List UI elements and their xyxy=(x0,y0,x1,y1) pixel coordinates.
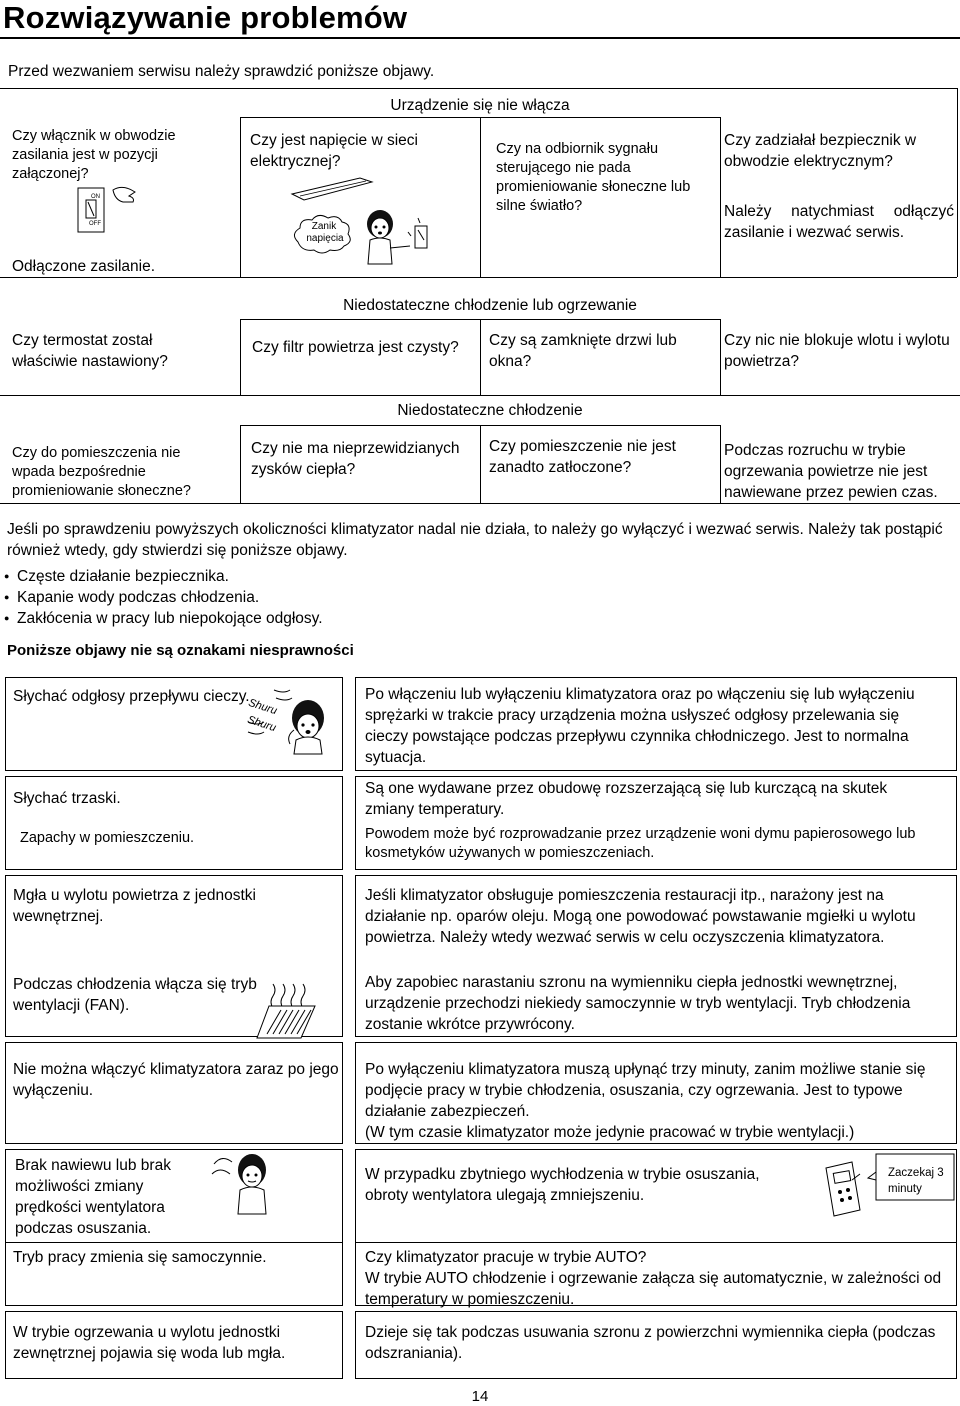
page-title: Rozwiązywanie problemów xyxy=(3,0,408,35)
table-border xyxy=(240,319,241,395)
bullet-item: ● Częste działanie bezpiecznika. xyxy=(4,566,504,587)
explanation-text: Aby zapobiec narastaniu szronu na wymienniku ciepła jednostki wewnętrznej, urządzenie przechodzi niekiedy samoczynnie w tryb wentylacji. Tryb chłodzenia zostanie wkrótce przywrócony. xyxy=(365,974,911,1033)
section3-cell-3: Czy pomieszczenie nie jest zanadto zatłoczone? xyxy=(489,438,676,476)
section1-cell-1-note: Odłączone zasilanie. xyxy=(12,258,156,275)
shuru-text: Shuru xyxy=(246,696,279,718)
section2-cell-1: Czy termostat został właściwie nastawiony? xyxy=(12,332,168,370)
section1-cell-1: Czy włącznik w obwodzie zasilania jest w pozycji załączonej? xyxy=(12,128,176,182)
symptom-text: Mgła u wylotu powietrza z jednostki wewnętrznej. xyxy=(13,887,256,925)
bullet-item: ● Kapanie wody podczas chłodzenia. xyxy=(4,587,504,608)
explanation-extra-text: (W tym czasie klimatyzator może jedynie pracować w trybie wentylacji.) xyxy=(365,1124,855,1141)
symptom-text: Podczas chłodzenia włącza się tryb wentylacji (FAN). xyxy=(13,976,257,1014)
wait-label: Zaczekaj 3 minuty xyxy=(888,1167,944,1195)
page-number: 14 xyxy=(471,1388,489,1405)
table-border xyxy=(240,117,241,277)
explanation-extra-text: W trybie AUTO chłodzenie i ogrzewanie załącza się automatycznie, w zależności od temperatury w pomieszczeniu. xyxy=(365,1270,942,1308)
title-underline xyxy=(0,37,960,39)
symptom-text: Brak nawiewu lub brak możliwości zmiany prędkości wentylatora podczas osuszania. xyxy=(15,1157,171,1237)
symptom-text: Nie można włączyć klimatyzatora zaraz po jego wyłączeniu. xyxy=(13,1061,339,1099)
table-border xyxy=(957,88,958,277)
remote-control-icon xyxy=(822,1160,872,1220)
section2-cell-2: Czy filtr powietrza jest czysty? xyxy=(252,339,459,356)
symptom-text: Tryb pracy zmienia się samoczynnie. xyxy=(13,1249,267,1266)
explanation-text: Po włączeniu lub wyłączeniu klimatyzatora oraz po włączeniu się lub wyłączeniu sprężarki w trakcie pracy urządzenia można usłyszeć odgłosy przelewania się cieczy powstające podczas przepływu czynnika chłodniczego. Jest to normalna sytuacja. xyxy=(365,686,915,766)
breaker-switch-icon xyxy=(73,178,133,248)
switch-on-label: ON xyxy=(91,194,100,200)
table-border xyxy=(0,395,960,396)
table-border xyxy=(720,319,721,395)
section2-cell-3: Czy są zamknięte drzwi lub okna? xyxy=(489,332,677,370)
section1-cell-2: Czy jest napięcie w sieci elektrycznej? xyxy=(250,132,418,170)
section2-cell-4: Czy nic nie blokuje wlotu i wylotu powietrza? xyxy=(724,332,950,370)
table-border xyxy=(720,117,721,277)
symptom-text: Słychać odgłosy przepływu cieczy. xyxy=(13,688,250,705)
explanation-text: Powodem może być rozprowadzanie przez urządzenie woni dymu papierosowego lub kosmetyków używanych w pomieszczeniach. xyxy=(365,826,916,861)
section3-cell-1: Czy do pomieszczenia nie wpada bezpośrednie promieniowanie słoneczne? xyxy=(12,445,191,499)
table-border xyxy=(720,425,721,503)
table-border xyxy=(480,319,481,395)
table-border xyxy=(480,117,481,277)
section1-cell-3: Czy na odbiornik sygnału sterującego nie pada promieniowanie słoneczne lub silne światło? xyxy=(496,141,691,214)
table-border xyxy=(0,503,960,504)
explanation-text: W przypadku zbytniego wychłodzenia w trybie osuszania, obroty wentylatora ulegają zmniejszeniu. xyxy=(365,1166,760,1204)
girl-waiting-icon xyxy=(212,1150,276,1216)
shuru-text: Shuru xyxy=(245,713,278,735)
section1-cell-4-note: Należy natychmiast odłączyć zasilanie i wezwać serwis. xyxy=(724,203,954,241)
cloud-text-2: napięcia xyxy=(306,233,344,244)
heat-exchanger-icon xyxy=(255,980,325,1040)
girl-pointing-icon xyxy=(358,204,438,268)
explanation-text: Jeśli klimatyzator obsługuje pomieszczenia restauracji itp., narażony jest na działanie np. oparów oleju. Mogą one powodować powstawanie mgiełki u wylotu powietrza. Należy wtedy wezwać serwis w celu oczyszczenia klimatyzatora. xyxy=(365,887,916,946)
bullet-item: ● Zakłócenia w pracy lub niepokojące odgłosy. xyxy=(4,608,504,629)
after-paragraph: Jeśli po sprawdzeniu powyższych okoliczności klimatyzator nadal nie działa, to należy go wyłączyć i wezwać serwis. Należy tak postąpić również wtedy, gdy stwierdzi się poniższe objawy. xyxy=(7,521,943,559)
section3-cell-4: Podczas rozruchu w trybie ogrzewania powietrze nie jest nawiewane przez pewien czas. xyxy=(724,442,938,501)
normal-symptoms-heading: Poniższe objawy nie są oznakami niesprawności xyxy=(7,642,354,659)
intro-text: Przed wezwaniem serwisu należy sprawdzić poniższe objawy. xyxy=(8,63,435,80)
section3-header: Niedostateczne chłodzenie xyxy=(397,402,583,419)
explanation-text: Po wyłączeniu klimatyzatora muszą upłynąć trzy minuty, zanim możliwe stanie się podjęcie pracy w trybie chłodzenia, osuszania, czy ogrzewania. Jest to typowe działanie zabezpieczeń. xyxy=(365,1061,926,1120)
symptom-bullet-list xyxy=(4,566,504,629)
switch-off-label: OFF xyxy=(89,221,101,227)
section3-cell-2: Czy nie ma nieprzewidzianych zysków ciepła? xyxy=(251,440,460,478)
symptom-text: W trybie ogrzewania u wylotu jednostki zewnętrznej pojawia się woda lub mgła. xyxy=(13,1324,286,1362)
table-border xyxy=(0,277,957,278)
table-border xyxy=(480,425,481,503)
cloud-text-1: Zanik xyxy=(311,221,337,232)
explanation-text: Dzieje się tak podczas usuwania szronu z powierzchni wymiennika ciepła (podczas odszraniania). xyxy=(365,1324,936,1362)
symptom-text: Zapachy w pomieszczeniu. xyxy=(20,830,195,846)
section1-header: Urządzenie się nie włącza xyxy=(390,97,570,114)
symptom-text: Słychać trzaski. xyxy=(13,790,121,807)
explanation-text: Czy klimatyzator pracuje w trybie AUTO? xyxy=(365,1249,647,1266)
table-border xyxy=(240,425,241,503)
explanation-text: Są one wydawane przez obudowę rozszerzającą się lub kurczącą na skutek zmiany temperatury. xyxy=(365,780,888,818)
section2-header: Niedostateczne chłodzenie lub ogrzewanie xyxy=(343,297,637,314)
table-border xyxy=(0,88,957,89)
section1-cell-4: Czy zadziałał bezpiecznik w obwodzie elektrycznym? xyxy=(724,132,917,170)
